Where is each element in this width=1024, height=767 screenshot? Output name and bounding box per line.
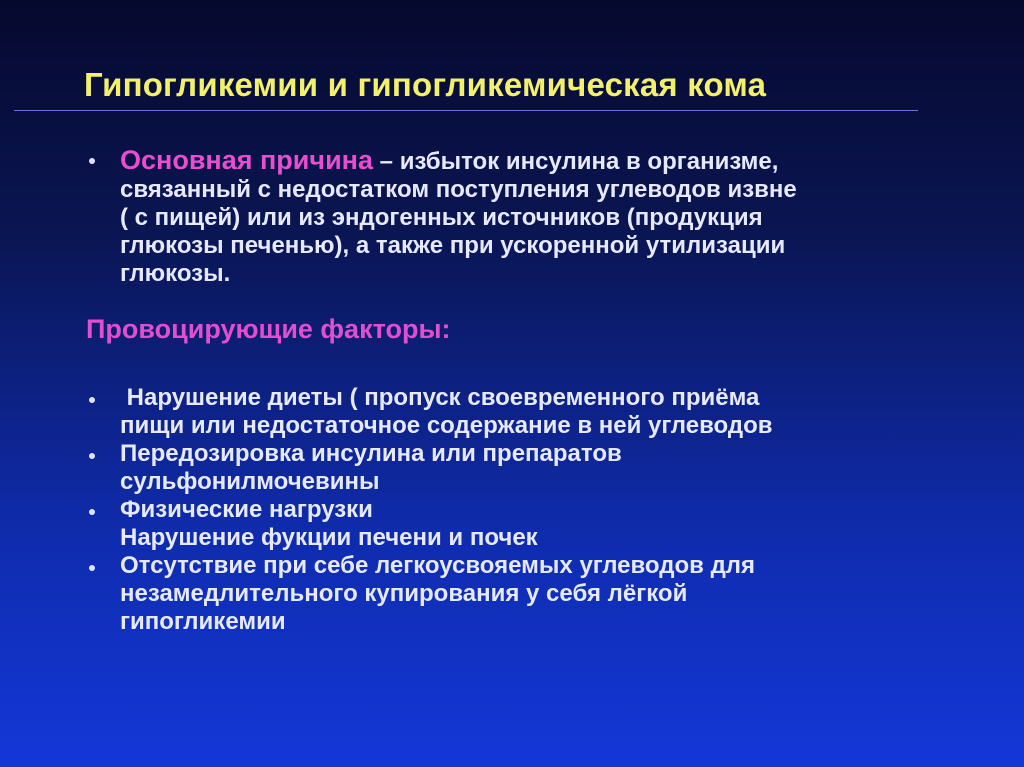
bullet-icon <box>89 453 95 459</box>
main-cause-line: ( с пищей) или из эндогенных источников (продукция <box>120 204 763 231</box>
factor-item <box>120 384 773 440</box>
factor-line: гипогликемии <box>120 608 286 635</box>
factor-line: Физические нагрузки <box>120 496 373 523</box>
factor-line: Нарушение фукции печени и почек <box>120 524 538 551</box>
bullet-icon <box>89 565 95 571</box>
factor-item <box>120 440 622 496</box>
factor-line: Передозировка инсулина или препаратов <box>120 440 622 467</box>
main-cause-label: Основная причина <box>120 145 373 175</box>
factor-line: Отсутствие при себе легкоусвояемых углеводов для <box>120 552 756 579</box>
bullet-icon <box>89 509 95 515</box>
factor-item <box>120 496 538 552</box>
factor-line: пищи или недостаточное содержание в ней углеводов <box>120 412 773 439</box>
main-cause-line: глюкозы. <box>120 260 231 287</box>
title-divider <box>14 110 918 111</box>
factor-item <box>120 552 755 636</box>
factor-line: Нарушение диеты ( пропуск своевременного приёма <box>120 384 760 411</box>
main-cause-line: глюкозы печенью), а также при ускоренной утилизации <box>120 232 786 259</box>
main-cause-line <box>120 146 797 176</box>
main-cause-paragraph <box>120 146 797 288</box>
slide-title: Гипогликемии и гипогликемическая кома <box>84 66 767 103</box>
factors-heading: Провоцирующие факторы: <box>86 314 451 344</box>
main-cause-line: связанный с недостатком поступления углеводов извне <box>120 176 797 203</box>
factor-line: сульфонилмочевины <box>120 468 380 495</box>
bullet-icon <box>89 397 95 403</box>
bullet-icon <box>89 158 95 164</box>
main-cause-text: – избыток инсулина в организме, <box>379 148 779 175</box>
factor-line: незамедлительного купирования у себя лёгкой <box>120 580 688 607</box>
